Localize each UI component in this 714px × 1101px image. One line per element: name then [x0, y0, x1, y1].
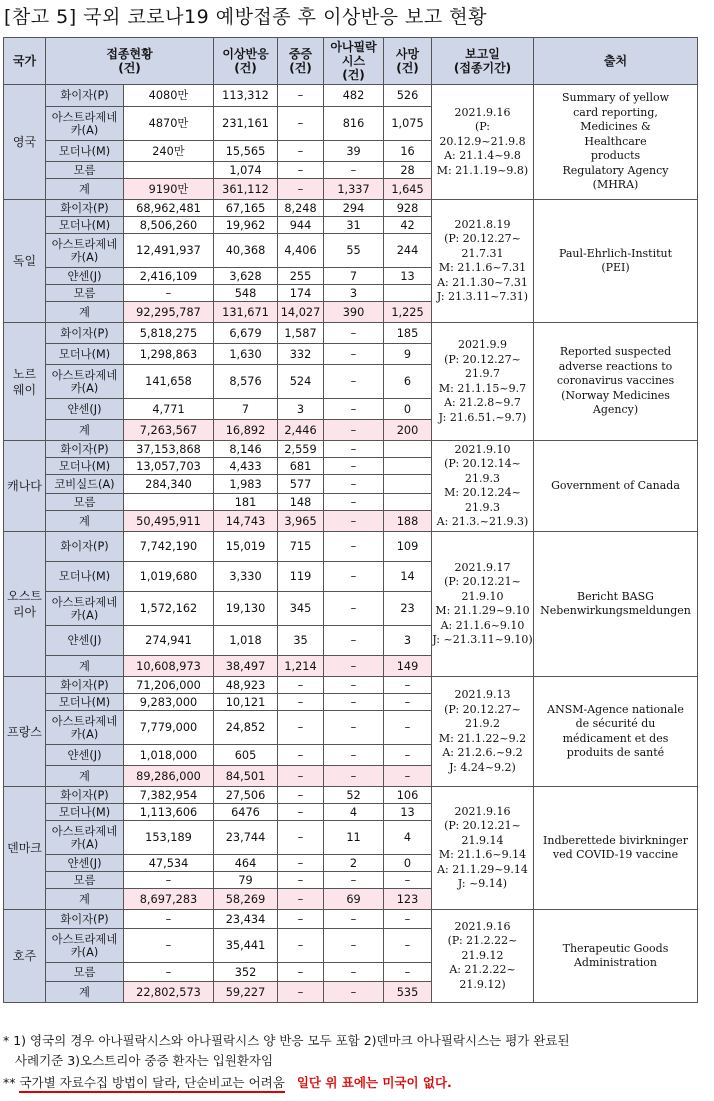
death-count: 200	[384, 420, 432, 441]
anaphylaxis-count: 482	[324, 85, 384, 107]
severe-count: 577	[278, 475, 324, 494]
vaccine-name: 아스트라제네 카(A)	[46, 365, 124, 399]
death-count: 1,225	[384, 302, 432, 323]
adverse-count: 84,501	[214, 766, 278, 787]
adverse-count: 79	[214, 872, 278, 889]
vaccine-name: 얀센(J)	[46, 626, 124, 656]
vaccine-name: 얀센(J)	[46, 399, 124, 420]
severe-count: –	[278, 787, 324, 804]
report-date: 2021.9.16 (P: 21.2.22~ 21.9.12 A: 21.2.22~ 21.9.12)	[432, 910, 534, 1003]
death-count: 0	[384, 855, 432, 872]
vaccine-name: 얀센(J)	[46, 745, 124, 766]
adverse-count: 27,506	[214, 787, 278, 804]
country-name: 덴마크	[4, 787, 46, 910]
severe-count: –	[278, 929, 324, 963]
vaccine-name: 모더나(M)	[46, 804, 124, 821]
adverse-count: 16,892	[214, 420, 278, 441]
vaccine-name: 계	[46, 766, 124, 787]
adverse-count: 67,165	[214, 200, 278, 217]
vaccination-count: 37,153,868	[124, 441, 214, 458]
vaccine-name: 계	[46, 302, 124, 323]
vaccine-name: 모름	[46, 963, 124, 982]
death-count: 185	[384, 323, 432, 344]
report-date: 2021.8.19 (P: 20.12.27~ 21.7.31 M: 21.1.6~7.31 A: 21.1.30~7.31 J: 21.3.11~7.31)	[432, 200, 534, 323]
adverse-count: 40,368	[214, 234, 278, 268]
footnotes	[3, 1031, 711, 1071]
death-count: 535	[384, 982, 432, 1003]
death-count: 106	[384, 787, 432, 804]
anaphylaxis-count: –	[324, 711, 384, 745]
vaccination-count: 7,779,000	[124, 711, 214, 745]
death-count	[384, 458, 432, 475]
vaccine-name: 모름	[46, 285, 124, 302]
vaccine-name: 아스트라제네 카(A)	[46, 929, 124, 963]
anaphylaxis-count: 1,337	[324, 179, 384, 200]
death-count	[384, 441, 432, 458]
vaccination-count: 71,206,000	[124, 677, 214, 694]
death-count: 28	[384, 162, 432, 179]
severe-count: 255	[278, 268, 324, 285]
vaccine-name: 모름	[46, 162, 124, 179]
vaccine-name: 모름	[46, 872, 124, 889]
anaphylaxis-count: –	[324, 365, 384, 399]
adverse-count: 8,576	[214, 365, 278, 399]
country-name: 오스트 리아	[4, 532, 46, 677]
vaccination-count: 50,495,911	[124, 511, 214, 532]
adverse-count: 3,628	[214, 268, 278, 285]
anaphylaxis-count: –	[324, 162, 384, 179]
report-date: 2021.9.16 (P: 20.12.21~ 21.9.14 M: 21.1.6~9.14 A: 21.1.29~9.14 J: ~9.14)	[432, 787, 534, 910]
vaccine-name: 모름	[46, 494, 124, 511]
severe-count: 3,965	[278, 511, 324, 532]
anaphylaxis-count: 294	[324, 200, 384, 217]
adverse-count: 19,962	[214, 217, 278, 234]
source: ANSM-Agence nationale de sécurité du médicament et des produits de santé	[534, 677, 698, 787]
source: Therapeutic Goods Administration	[534, 910, 698, 1003]
adverse-count: 113,312	[214, 85, 278, 107]
death-count	[384, 285, 432, 302]
severe-count: 3	[278, 399, 324, 420]
vaccination-count: 9,283,000	[124, 694, 214, 711]
severe-count: –	[278, 745, 324, 766]
death-count: 526	[384, 85, 432, 107]
vaccination-count: 68,962,481	[124, 200, 214, 217]
adverse-count: 48,923	[214, 677, 278, 694]
death-count: 23	[384, 592, 432, 626]
anaphylaxis-count: –	[324, 458, 384, 475]
anaphylaxis-count: –	[324, 656, 384, 677]
vaccine-name: 아스트라제네 카(A)	[46, 821, 124, 855]
death-count: 3	[384, 626, 432, 656]
report-date: 2021.9.13 (P: 20.12.27~ 21.9.2 M: 21.1.22~9.2 A: 21.2.6.~9.2 J: 4.24~9.2)	[432, 677, 534, 787]
vaccination-count: –	[124, 285, 214, 302]
vaccination-count: 4,771	[124, 399, 214, 420]
vaccine-name: 화이자(P)	[46, 677, 124, 694]
severe-count: 174	[278, 285, 324, 302]
vaccine-name: 아스트라제네 카(A)	[46, 234, 124, 268]
footnote-2: 사례기준 3)오스트리아 중증 환자는 입원환자임	[3, 1053, 274, 1068]
report-date: 2021.9.9 (P: 20.12.27~ 21.9.7 M: 21.1.15~9.7 A: 21.2.8~9.7 J: 21.6.51.~9.7)	[432, 323, 534, 441]
source: Government of Canada	[534, 441, 698, 532]
adverse-count: 605	[214, 745, 278, 766]
vaccination-count: 153,189	[124, 821, 214, 855]
anaphylaxis-count: 52	[324, 787, 384, 804]
adverse-count: 19,130	[214, 592, 278, 626]
vaccine-name: 모더나(M)	[46, 217, 124, 234]
vaccine-name: 아스트라제네 카(A)	[46, 592, 124, 626]
vaccine-name: 계	[46, 656, 124, 677]
vaccine-name: 계	[46, 982, 124, 1003]
anaphylaxis-count: –	[324, 532, 384, 562]
death-count: 42	[384, 217, 432, 234]
header-anaphylaxis: 아나필락 시스 (건)	[324, 38, 384, 85]
vaccine-name: 모더나(M)	[46, 458, 124, 475]
adverse-count: 23,434	[214, 910, 278, 929]
death-count: 9	[384, 344, 432, 365]
anaphylaxis-count: –	[324, 420, 384, 441]
severe-count: 4,406	[278, 234, 324, 268]
adverse-count: 8,146	[214, 441, 278, 458]
vaccine-name: 모더나(M)	[46, 141, 124, 162]
vaccine-name: 화이자(P)	[46, 323, 124, 344]
vaccine-name: 모더나(M)	[46, 562, 124, 592]
severe-count: 715	[278, 532, 324, 562]
anaphylaxis-count: –	[324, 982, 384, 1003]
anaphylaxis-count: 2	[324, 855, 384, 872]
vaccination-count: 47,534	[124, 855, 214, 872]
vaccine-name: 계	[46, 179, 124, 200]
severe-count: 119	[278, 562, 324, 592]
vaccination-count: 5,818,275	[124, 323, 214, 344]
vaccination-count: 7,382,954	[124, 787, 214, 804]
severe-count: 681	[278, 458, 324, 475]
source: Reported suspected adverse reactions to coronavirus vaccines (Norway Medicines Agency)	[534, 323, 698, 441]
adverse-count: 23,744	[214, 821, 278, 855]
adverse-count: 7	[214, 399, 278, 420]
anaphylaxis-count: 31	[324, 217, 384, 234]
adverse-count: 14,743	[214, 511, 278, 532]
vaccination-count: 7,263,567	[124, 420, 214, 441]
adverse-count: 4,433	[214, 458, 278, 475]
anaphylaxis-count: 7	[324, 268, 384, 285]
country-name: 호주	[4, 910, 46, 1003]
severe-count: 332	[278, 344, 324, 365]
anaphylaxis-count: –	[324, 677, 384, 694]
vaccination-count: 4080만	[124, 85, 214, 107]
adverse-count: 24,852	[214, 711, 278, 745]
severe-count: 1,214	[278, 656, 324, 677]
anaphylaxis-count: 390	[324, 302, 384, 323]
adverse-count: 352	[214, 963, 278, 982]
adverse-count: 464	[214, 855, 278, 872]
severe-count: 8,248	[278, 200, 324, 217]
vaccination-count: 1,572,162	[124, 592, 214, 626]
severe-count: 944	[278, 217, 324, 234]
anaphylaxis-count: –	[324, 929, 384, 963]
anaphylaxis-count: –	[324, 694, 384, 711]
header-death: 사망 (건)	[384, 38, 432, 85]
death-count: –	[384, 963, 432, 982]
adverse-count: 1,074	[214, 162, 278, 179]
death-count	[384, 475, 432, 494]
page-title: [참고 5] 국외 코로나19 예방접종 후 이상반응 보고 현황	[4, 6, 487, 28]
vaccination-count: 22,802,573	[124, 982, 214, 1003]
header-source: 출처	[534, 38, 698, 85]
vaccination-count: 7,742,190	[124, 532, 214, 562]
severe-count: 524	[278, 365, 324, 399]
severe-count: 35	[278, 626, 324, 656]
footnote-1: * 1) 영국의 경우 아나필락시스와 아나필락시스 양 반응 모두 포함 2)덴마크 아나필락시스는 평가 완료된	[3, 1033, 570, 1048]
country-name: 독일	[4, 200, 46, 323]
vaccination-count: 12,491,937	[124, 234, 214, 268]
vaccination-count: 1,113,606	[124, 804, 214, 821]
anaphylaxis-count: –	[324, 626, 384, 656]
anaphylaxis-count: –	[324, 494, 384, 511]
country-name: 노르 웨이	[4, 323, 46, 441]
footnote-3-underlined: 국가별 자료수집 방법이 달라, 단순비교는 어려움	[19, 1075, 284, 1093]
source: Summary of yellow card reporting, Medicines & Healthcare products Regulatory Agency (MHRA)	[534, 85, 698, 200]
death-count: 123	[384, 889, 432, 910]
vaccine-name: 화이자(P)	[46, 787, 124, 804]
report-date: 2021.9.10 (P: 20.12.14~ 21.9.3 M: 20.12.24~ 21.9.3 A: 21.3.~21.9.3)	[432, 441, 534, 532]
severe-count: 2,446	[278, 420, 324, 441]
vaccination-count: 141,658	[124, 365, 214, 399]
vaccine-name: 얀센(J)	[46, 855, 124, 872]
anaphylaxis-count: –	[324, 745, 384, 766]
death-count: 6	[384, 365, 432, 399]
vaccine-name: 계	[46, 420, 124, 441]
severe-count: –	[278, 694, 324, 711]
vaccination-count: 1,298,863	[124, 344, 214, 365]
severe-count: 345	[278, 592, 324, 626]
death-count: 16	[384, 141, 432, 162]
source: Indberettede bivirkninger ved COVID-19 vaccine	[534, 787, 698, 910]
death-count: 14	[384, 562, 432, 592]
anaphylaxis-count: –	[324, 475, 384, 494]
vaccine-name: 화이자(P)	[46, 85, 124, 107]
vaccination-count: 2,416,109	[124, 268, 214, 285]
death-count: –	[384, 929, 432, 963]
vaccination-count: –	[124, 963, 214, 982]
header-adverse: 이상반응 (건)	[214, 38, 278, 85]
death-count: 0	[384, 399, 432, 420]
anaphylaxis-count: –	[324, 344, 384, 365]
adverse-count: 15,019	[214, 532, 278, 562]
severe-count: –	[278, 872, 324, 889]
vaccine-name: 화이자(P)	[46, 200, 124, 217]
vaccination-count: 10,608,973	[124, 656, 214, 677]
severe-count: –	[278, 963, 324, 982]
vaccination-count: 89,286,000	[124, 766, 214, 787]
death-count: 13	[384, 804, 432, 821]
vaccination-count: 8,506,260	[124, 217, 214, 234]
vaccine-name: 화이자(P)	[46, 441, 124, 458]
death-count: –	[384, 910, 432, 929]
vaccination-count: 8,697,283	[124, 889, 214, 910]
table-row	[4, 532, 698, 562]
death-count: 928	[384, 200, 432, 217]
header-report-date: 보고일 (접종기간)	[432, 38, 534, 85]
death-count: 109	[384, 532, 432, 562]
vaccination-count: 9190만	[124, 179, 214, 200]
severe-count: 14,027	[278, 302, 324, 323]
anaphylaxis-count: 11	[324, 821, 384, 855]
country-name: 영국	[4, 85, 46, 200]
anaphylaxis-count: 3	[324, 285, 384, 302]
anaphylaxis-count: –	[324, 592, 384, 626]
death-count: –	[384, 711, 432, 745]
death-count: 1,645	[384, 179, 432, 200]
vaccination-count: –	[124, 910, 214, 929]
table-row	[4, 200, 698, 217]
death-count: –	[384, 677, 432, 694]
vaccination-count: –	[124, 872, 214, 889]
adverse-count: 1,983	[214, 475, 278, 494]
severe-count: –	[278, 855, 324, 872]
vaccination-count: 13,057,703	[124, 458, 214, 475]
severe-count: –	[278, 910, 324, 929]
vaccine-name: 모더나(M)	[46, 344, 124, 365]
vaccination-count: 274,941	[124, 626, 214, 656]
anaphylaxis-count: 39	[324, 141, 384, 162]
vaccine-name: 계	[46, 511, 124, 532]
adverse-count: 38,497	[214, 656, 278, 677]
adverse-count: 548	[214, 285, 278, 302]
severe-count: –	[278, 85, 324, 107]
severe-count: –	[278, 107, 324, 141]
anaphylaxis-count: 69	[324, 889, 384, 910]
vaccination-count	[124, 162, 214, 179]
report-date: 2021.9.16 (P: 20.12.9~21.9.8 A: 21.1.4~9.8 M: 21.1.19~9.8)	[432, 85, 534, 200]
anaphylaxis-count: 55	[324, 234, 384, 268]
vaccination-count	[124, 494, 214, 511]
country-name: 프랑스	[4, 677, 46, 787]
annotation-no-usa: 일단 위 표에는 미국이 없다.	[296, 1075, 452, 1090]
severe-count: 2,559	[278, 441, 324, 458]
table-row	[4, 323, 698, 344]
vaccine-name: 아스트라제네 카(A)	[46, 107, 124, 141]
vaccination-count: 92,295,787	[124, 302, 214, 323]
anaphylaxis-count: 816	[324, 107, 384, 141]
source: Bericht BASG Nebenwirkungsmeldungen	[534, 532, 698, 677]
table-row	[4, 85, 698, 107]
footnote-3-prefix: **	[3, 1075, 20, 1090]
death-count: –	[384, 766, 432, 787]
adverse-count: 58,269	[214, 889, 278, 910]
adverse-count: 3,330	[214, 562, 278, 592]
severe-count: –	[278, 677, 324, 694]
adverse-count: 361,112	[214, 179, 278, 200]
severe-count: –	[278, 982, 324, 1003]
table-row	[4, 787, 698, 804]
vaccination-count: 4870만	[124, 107, 214, 141]
severe-count: –	[278, 179, 324, 200]
report-date: 2021.9.17 (P: 20.12.21~ 21.9.10 M: 21.1.29~9.10 A: 21.1.6~9.10 J: ~21.3.11~9.10)	[432, 532, 534, 677]
anaphylaxis-count: –	[324, 910, 384, 929]
adverse-count: 1,018	[214, 626, 278, 656]
death-count: 188	[384, 511, 432, 532]
adverse-count: 59,227	[214, 982, 278, 1003]
death-count: 13	[384, 268, 432, 285]
death-count	[384, 494, 432, 511]
vaccination-count: 284,340	[124, 475, 214, 494]
header-severe: 중증 (건)	[278, 38, 324, 85]
vaccine-name: 코비실드(A)	[46, 475, 124, 494]
anaphylaxis-count: –	[324, 766, 384, 787]
vaccine-name: 모더나(M)	[46, 694, 124, 711]
adverse-count: 6476	[214, 804, 278, 821]
death-count: –	[384, 872, 432, 889]
severe-count: –	[278, 162, 324, 179]
severe-count: –	[278, 821, 324, 855]
adverse-count: 10,121	[214, 694, 278, 711]
severe-count: –	[278, 141, 324, 162]
severe-count: –	[278, 889, 324, 910]
vaccination-count: 1,019,680	[124, 562, 214, 592]
death-count: 149	[384, 656, 432, 677]
anaphylaxis-count: –	[324, 323, 384, 344]
vaccine-name: 화이자(P)	[46, 532, 124, 562]
adverse-count: 15,565	[214, 141, 278, 162]
vaccine-name: 아스트라제네 카(A)	[46, 711, 124, 745]
adverse-reaction-table	[3, 37, 698, 1003]
death-count: 4	[384, 821, 432, 855]
death-count: –	[384, 694, 432, 711]
adverse-count: 131,671	[214, 302, 278, 323]
severe-count: –	[278, 804, 324, 821]
vaccination-count: 1,018,000	[124, 745, 214, 766]
footnote-3	[3, 1073, 452, 1091]
header-vaccination: 접종현황 (건)	[46, 38, 214, 85]
table-row	[4, 441, 698, 458]
adverse-count: 231,161	[214, 107, 278, 141]
table-row	[4, 677, 698, 694]
adverse-count: 35,441	[214, 929, 278, 963]
severe-count: 148	[278, 494, 324, 511]
anaphylaxis-count: –	[324, 562, 384, 592]
severe-count: –	[278, 766, 324, 787]
source: Paul-Ehrlich-Institut (PEI)	[534, 200, 698, 323]
death-count: 1,075	[384, 107, 432, 141]
adverse-count: 6,679	[214, 323, 278, 344]
death-count: 244	[384, 234, 432, 268]
adverse-count: 181	[214, 494, 278, 511]
anaphylaxis-count: 4	[324, 804, 384, 821]
anaphylaxis-count: –	[324, 441, 384, 458]
death-count: –	[384, 745, 432, 766]
vaccine-name: 화이자(P)	[46, 910, 124, 929]
anaphylaxis-count: –	[324, 399, 384, 420]
anaphylaxis-count: –	[324, 963, 384, 982]
vaccine-name: 계	[46, 889, 124, 910]
table-row	[4, 910, 698, 929]
severe-count: 1,587	[278, 323, 324, 344]
vaccine-name: 얀센(J)	[46, 268, 124, 285]
anaphylaxis-count: –	[324, 511, 384, 532]
header-country: 국가	[4, 38, 46, 85]
vaccination-count: –	[124, 929, 214, 963]
country-name: 캐나다	[4, 441, 46, 532]
severe-count: –	[278, 711, 324, 745]
adverse-count: 1,630	[214, 344, 278, 365]
anaphylaxis-count: –	[324, 872, 384, 889]
vaccination-count: 240만	[124, 141, 214, 162]
